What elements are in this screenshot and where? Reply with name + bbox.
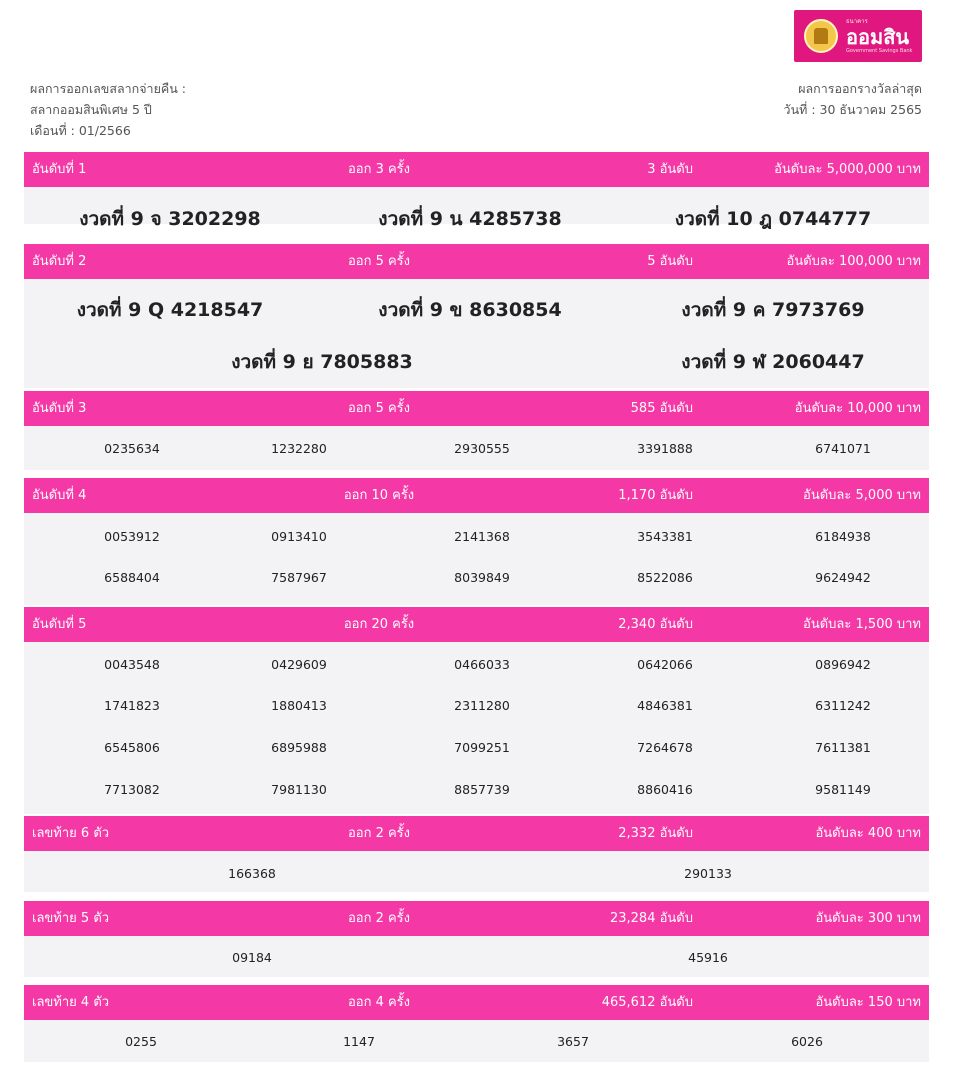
draw-times: ออก 10 ครั้ง: [343, 488, 415, 503]
winning-number: 0913410: [271, 529, 327, 544]
prize-header: [24, 607, 929, 642]
winning-number: 2141368: [454, 529, 510, 544]
draw-times: ออก 2 ครั้ง: [347, 826, 411, 841]
draw-times: ออก 5 ครั้ง: [347, 401, 411, 416]
winning-number: 0043548: [104, 657, 160, 672]
draw-times: ออก 4 ครั้ง: [347, 995, 411, 1010]
winning-number: 7264678: [637, 740, 693, 755]
winning-number: 45916: [688, 950, 728, 965]
prize-label: เลขท้าย 6 ตัว: [32, 826, 110, 841]
prize-header: [24, 244, 929, 279]
prize-label: อันดับที่ 2: [32, 254, 87, 269]
winning-number: 4846381: [637, 698, 693, 713]
winning-number: 9624942: [815, 570, 871, 585]
winning-number: 7611381: [815, 740, 871, 755]
prize-header: [24, 478, 929, 513]
draw-times: ออก 20 ครั้ง: [343, 617, 415, 632]
prize-header: [24, 901, 929, 936]
winning-number: 0642066: [637, 657, 693, 672]
winning-number: งวดที่ 9 ค 7973769: [681, 299, 865, 321]
winning-number: งวดที่ 9 ฬ 2060447: [681, 351, 865, 373]
prize-label: อันดับที่ 5: [32, 617, 87, 632]
prize-label: เลขท้าย 5 ตัว: [32, 911, 110, 926]
winning-number: 6741071: [815, 441, 871, 456]
prize-count: 2,340 อันดับ: [618, 617, 693, 632]
draw-info: [30, 78, 186, 141]
prize-amount: อันดับละ 100,000 บาท: [786, 254, 921, 269]
logo-small-text: ธนาคาร: [846, 17, 868, 25]
winning-number: 2311280: [454, 698, 510, 713]
winning-number: 9581149: [815, 782, 871, 797]
logo-name: ออมสิน: [846, 24, 910, 49]
winning-number: 6545806: [104, 740, 160, 755]
latest-result-info: [784, 78, 922, 120]
winning-number: 3391888: [637, 441, 693, 456]
prize-count: 1,170 อันดับ: [618, 488, 693, 503]
winning-number: 0235634: [104, 441, 160, 456]
prize-count: 23,284 อันดับ: [609, 911, 693, 926]
winning-number: 7587967: [271, 570, 327, 585]
winning-number: 8860416: [637, 782, 693, 797]
winning-number: 7981130: [271, 782, 327, 797]
winning-number: 1147: [343, 1034, 375, 1049]
prize-header: [24, 152, 929, 187]
prize-amount: อันดับละ 10,000 บาท: [794, 401, 921, 416]
prize-count: 585 อันดับ: [630, 401, 693, 416]
draw-date: วันที่ : 30 ธันวาคม 2565: [783, 102, 922, 117]
winning-number: งวดที่ 9 น 4285738: [378, 208, 562, 230]
winning-number: 7713082: [104, 782, 160, 797]
winning-number: 1741823: [104, 698, 160, 713]
prize-count: 2,332 อันดับ: [618, 826, 693, 841]
winning-number: 0255: [125, 1034, 157, 1049]
winning-number: 6311242: [815, 698, 871, 713]
prize-numbers: [24, 851, 929, 892]
prize-numbers: [24, 936, 929, 977]
draw-month: เดือนที่ : 01/2566: [30, 123, 131, 138]
prize-label: อันดับที่ 3: [32, 401, 87, 416]
winning-number: 166368: [228, 866, 276, 881]
winning-number: 3657: [557, 1034, 589, 1049]
prize-amount: อันดับละ 150 บาท: [815, 995, 921, 1010]
winning-number: 7099251: [454, 740, 510, 755]
winning-number: 1880413: [271, 698, 327, 713]
winning-number: 290133: [684, 866, 732, 881]
winning-number: 8522086: [637, 570, 693, 585]
prize-amount: อันดับละ 300 บาท: [815, 911, 921, 926]
lottery-name: สลากออมสินพิเศษ 5 ปี: [30, 102, 152, 117]
winning-number: งวดที่ 9 Q 4218547: [76, 299, 264, 321]
logo-tagline: Government Savings Bank: [846, 47, 913, 54]
prize-header: [24, 391, 929, 426]
winning-number: 6895988: [271, 740, 327, 755]
winning-number: งวดที่ 10 ฎ 0744777: [674, 208, 872, 230]
winning-number: 09184: [232, 950, 272, 965]
prize-count: 5 อันดับ: [647, 254, 693, 269]
winning-number: 8039849: [454, 570, 510, 585]
winning-number: งวดที่ 9 จ 3202298: [79, 208, 261, 230]
winning-number: 6184938: [815, 529, 871, 544]
winning-number: 0896942: [815, 657, 871, 672]
gsb-logo: [794, 10, 922, 62]
prize-label: อันดับที่ 1: [32, 162, 87, 177]
winning-number: งวดที่ 9 ย 7805883: [231, 351, 413, 373]
draw-times: ออก 3 ครั้ง: [347, 162, 411, 177]
prize-header: [24, 985, 929, 1020]
winning-number: งวดที่ 9 ข 8630854: [378, 299, 562, 321]
prize-count: 3 อันดับ: [647, 162, 693, 177]
prize-amount: อันดับละ 400 บาท: [815, 826, 921, 841]
prize-label: เลขท้าย 4 ตัว: [32, 995, 110, 1010]
prize-numbers: [24, 513, 929, 605]
royal-emblem-icon: [804, 19, 838, 53]
winning-number: 3543381: [637, 529, 693, 544]
prize-amount: อันดับละ 5,000,000 บาท: [774, 162, 921, 177]
draw-times: ออก 2 ครั้ง: [347, 911, 411, 926]
draw-times: ออก 5 ครั้ง: [347, 254, 411, 269]
prize-amount: อันดับละ 5,000 บาท: [803, 488, 921, 503]
winning-number: 2930555: [454, 441, 510, 456]
winning-number: 8857739: [454, 782, 510, 797]
winning-number: 0429609: [271, 657, 327, 672]
winning-number: 1232280: [271, 441, 327, 456]
draw-title: ผลการออกเลขสลากจ่ายคืน :: [30, 81, 186, 96]
winning-number: 6026: [791, 1034, 823, 1049]
winning-number: 0053912: [104, 529, 160, 544]
prize-count: 465,612 อันดับ: [601, 995, 693, 1010]
winning-number: 0466033: [454, 657, 510, 672]
prize-amount: อันดับละ 1,500 บาท: [803, 617, 921, 632]
latest-result-title: ผลการออกรางวัลล่าสุด: [798, 81, 922, 96]
prize-label: อันดับที่ 4: [32, 488, 87, 503]
prize-header: [24, 816, 929, 851]
winning-number: 6588404: [104, 570, 160, 585]
